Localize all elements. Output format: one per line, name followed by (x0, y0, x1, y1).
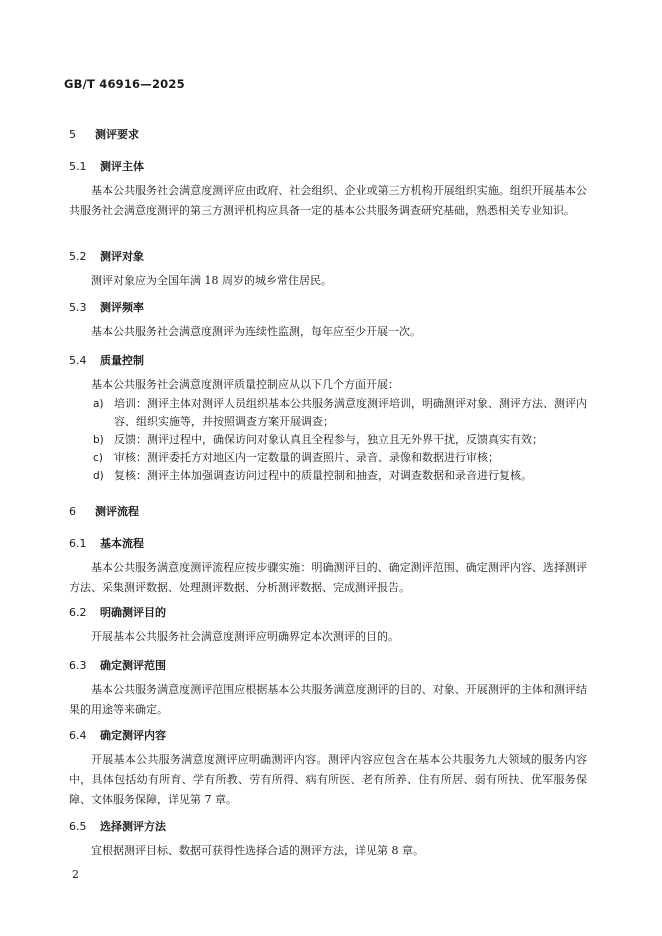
section-title: 确定测评范围 (100, 659, 166, 672)
section-6-3-text: 基本公共服务满意度测评范围应根据基本公共服务满意度测评的目的、对象、开展测评的主体和测评结果的用途等来确定。 (69, 683, 587, 716)
section-5-4-intro: 基本公共服务社会满意度测评质量控制应从以下几个方面开展： (91, 378, 399, 391)
section-number: 6.3 (69, 659, 87, 672)
section-6-4-heading (69, 727, 166, 743)
section-title: 测评要求 (95, 128, 139, 141)
section-6-2-text: 开展基本公共服务社会满意度测评应明确界定本次测评的目的。 (91, 630, 399, 643)
section-5-1-text: 基本公共服务社会满意度测评应由政府、社会组织、企业或第三方机构开展组织实施。组织开展基本公共服务社会满意度测评的第三方测评机构应具备一定的基本公共服务调查研究基础，熟悉相关专业知识。 (69, 184, 587, 217)
section-number: 6.2 (69, 606, 87, 619)
list-item (93, 431, 587, 449)
section-5-3-text: 基本公共服务社会满意度测评为连续性监测，每年应至少开展一次。 (91, 325, 421, 338)
section-title: 确定测评内容 (100, 729, 166, 742)
list-item (93, 467, 587, 485)
list-item (93, 449, 587, 467)
section-5-2-heading (69, 248, 144, 264)
section-number: 5 (69, 128, 76, 141)
section-number: 5.3 (69, 301, 87, 314)
section-title: 测评流程 (95, 505, 139, 518)
list-item-label: d) (93, 470, 104, 482)
list-item-label: c) (93, 452, 103, 464)
section-title: 质量控制 (100, 354, 144, 367)
section-title: 测评对象 (100, 250, 144, 263)
section-6-1-text: 基本公共服务满意度测评流程应按步骤实施：明确测评目的、确定测评范围、确定测评内容、选择测评方法、采集测评数据、处理测评数据、分析测评数据、完成测评报告。 (69, 561, 587, 594)
section-5-1-heading (69, 158, 144, 174)
section-5-heading (69, 126, 139, 142)
section-6-5-heading (69, 818, 166, 834)
section-6-heading (69, 503, 139, 519)
section-number: 6.1 (69, 537, 87, 550)
section-title: 明确测评目的 (100, 606, 166, 619)
list-item-text: 审核：测评委托方对地区内一定数量的调查照片、录音、录像和数据进行审核； (114, 451, 499, 464)
list-item-label: b) (93, 434, 104, 446)
section-6-2-heading (69, 604, 166, 620)
standard-number: GB/T 46916—2025 (64, 77, 185, 91)
section-title: 测评频率 (100, 301, 144, 314)
section-title: 基本流程 (100, 537, 144, 550)
list-item (93, 395, 587, 431)
section-number: 5.2 (69, 250, 87, 263)
section-5-2-text: 测评对象应为全国年满 18 周岁的城乡常住居民。 (91, 274, 332, 287)
list-item-label: a) (93, 398, 104, 410)
section-5-3-heading (69, 299, 144, 315)
section-number: 6.5 (69, 820, 87, 833)
section-number: 6 (69, 505, 76, 518)
section-6-3-heading (69, 657, 166, 673)
section-title: 选择测评方法 (100, 820, 166, 833)
list-item-text: 复核：测评主体加强调查访问过程中的质量控制和抽查，对调查数据和录音进行复核。 (114, 469, 532, 482)
section-6-4-text: 开展基本公共服务满意度测评应明确测评内容。测评内容应包含在基本公共服务九大领域的服务内容中，具体包括幼有所育、学有所教、劳有所得、病有所医、老有所养、住有所居、弱有所扶、优军服务保障、文体服务保障，详见第 7 章。 (69, 753, 587, 806)
section-6-5-text: 宜根据测评目标、数据可获得性选择合适的测评方法，详见第 8 章。 (91, 844, 424, 857)
section-number: 5.1 (69, 160, 87, 173)
section-number: 6.4 (69, 729, 87, 742)
section-number: 5.4 (69, 354, 87, 367)
page-number: 2 (72, 868, 79, 881)
list-item-text: 培训：测评主体对测评人员组织基本公共服务满意度测评培训，明确测评对象、测评方法、测评内容、组织实施等，并按照调查方案开展调查； (114, 397, 587, 428)
list-item-text: 反馈：测评过程中，确保访问对象认真且全程参与，独立且无外界干扰，反馈真实有效； (114, 433, 543, 446)
section-6-1-heading (69, 535, 144, 551)
section-5-4-heading (69, 352, 144, 368)
section-title: 测评主体 (100, 160, 144, 173)
